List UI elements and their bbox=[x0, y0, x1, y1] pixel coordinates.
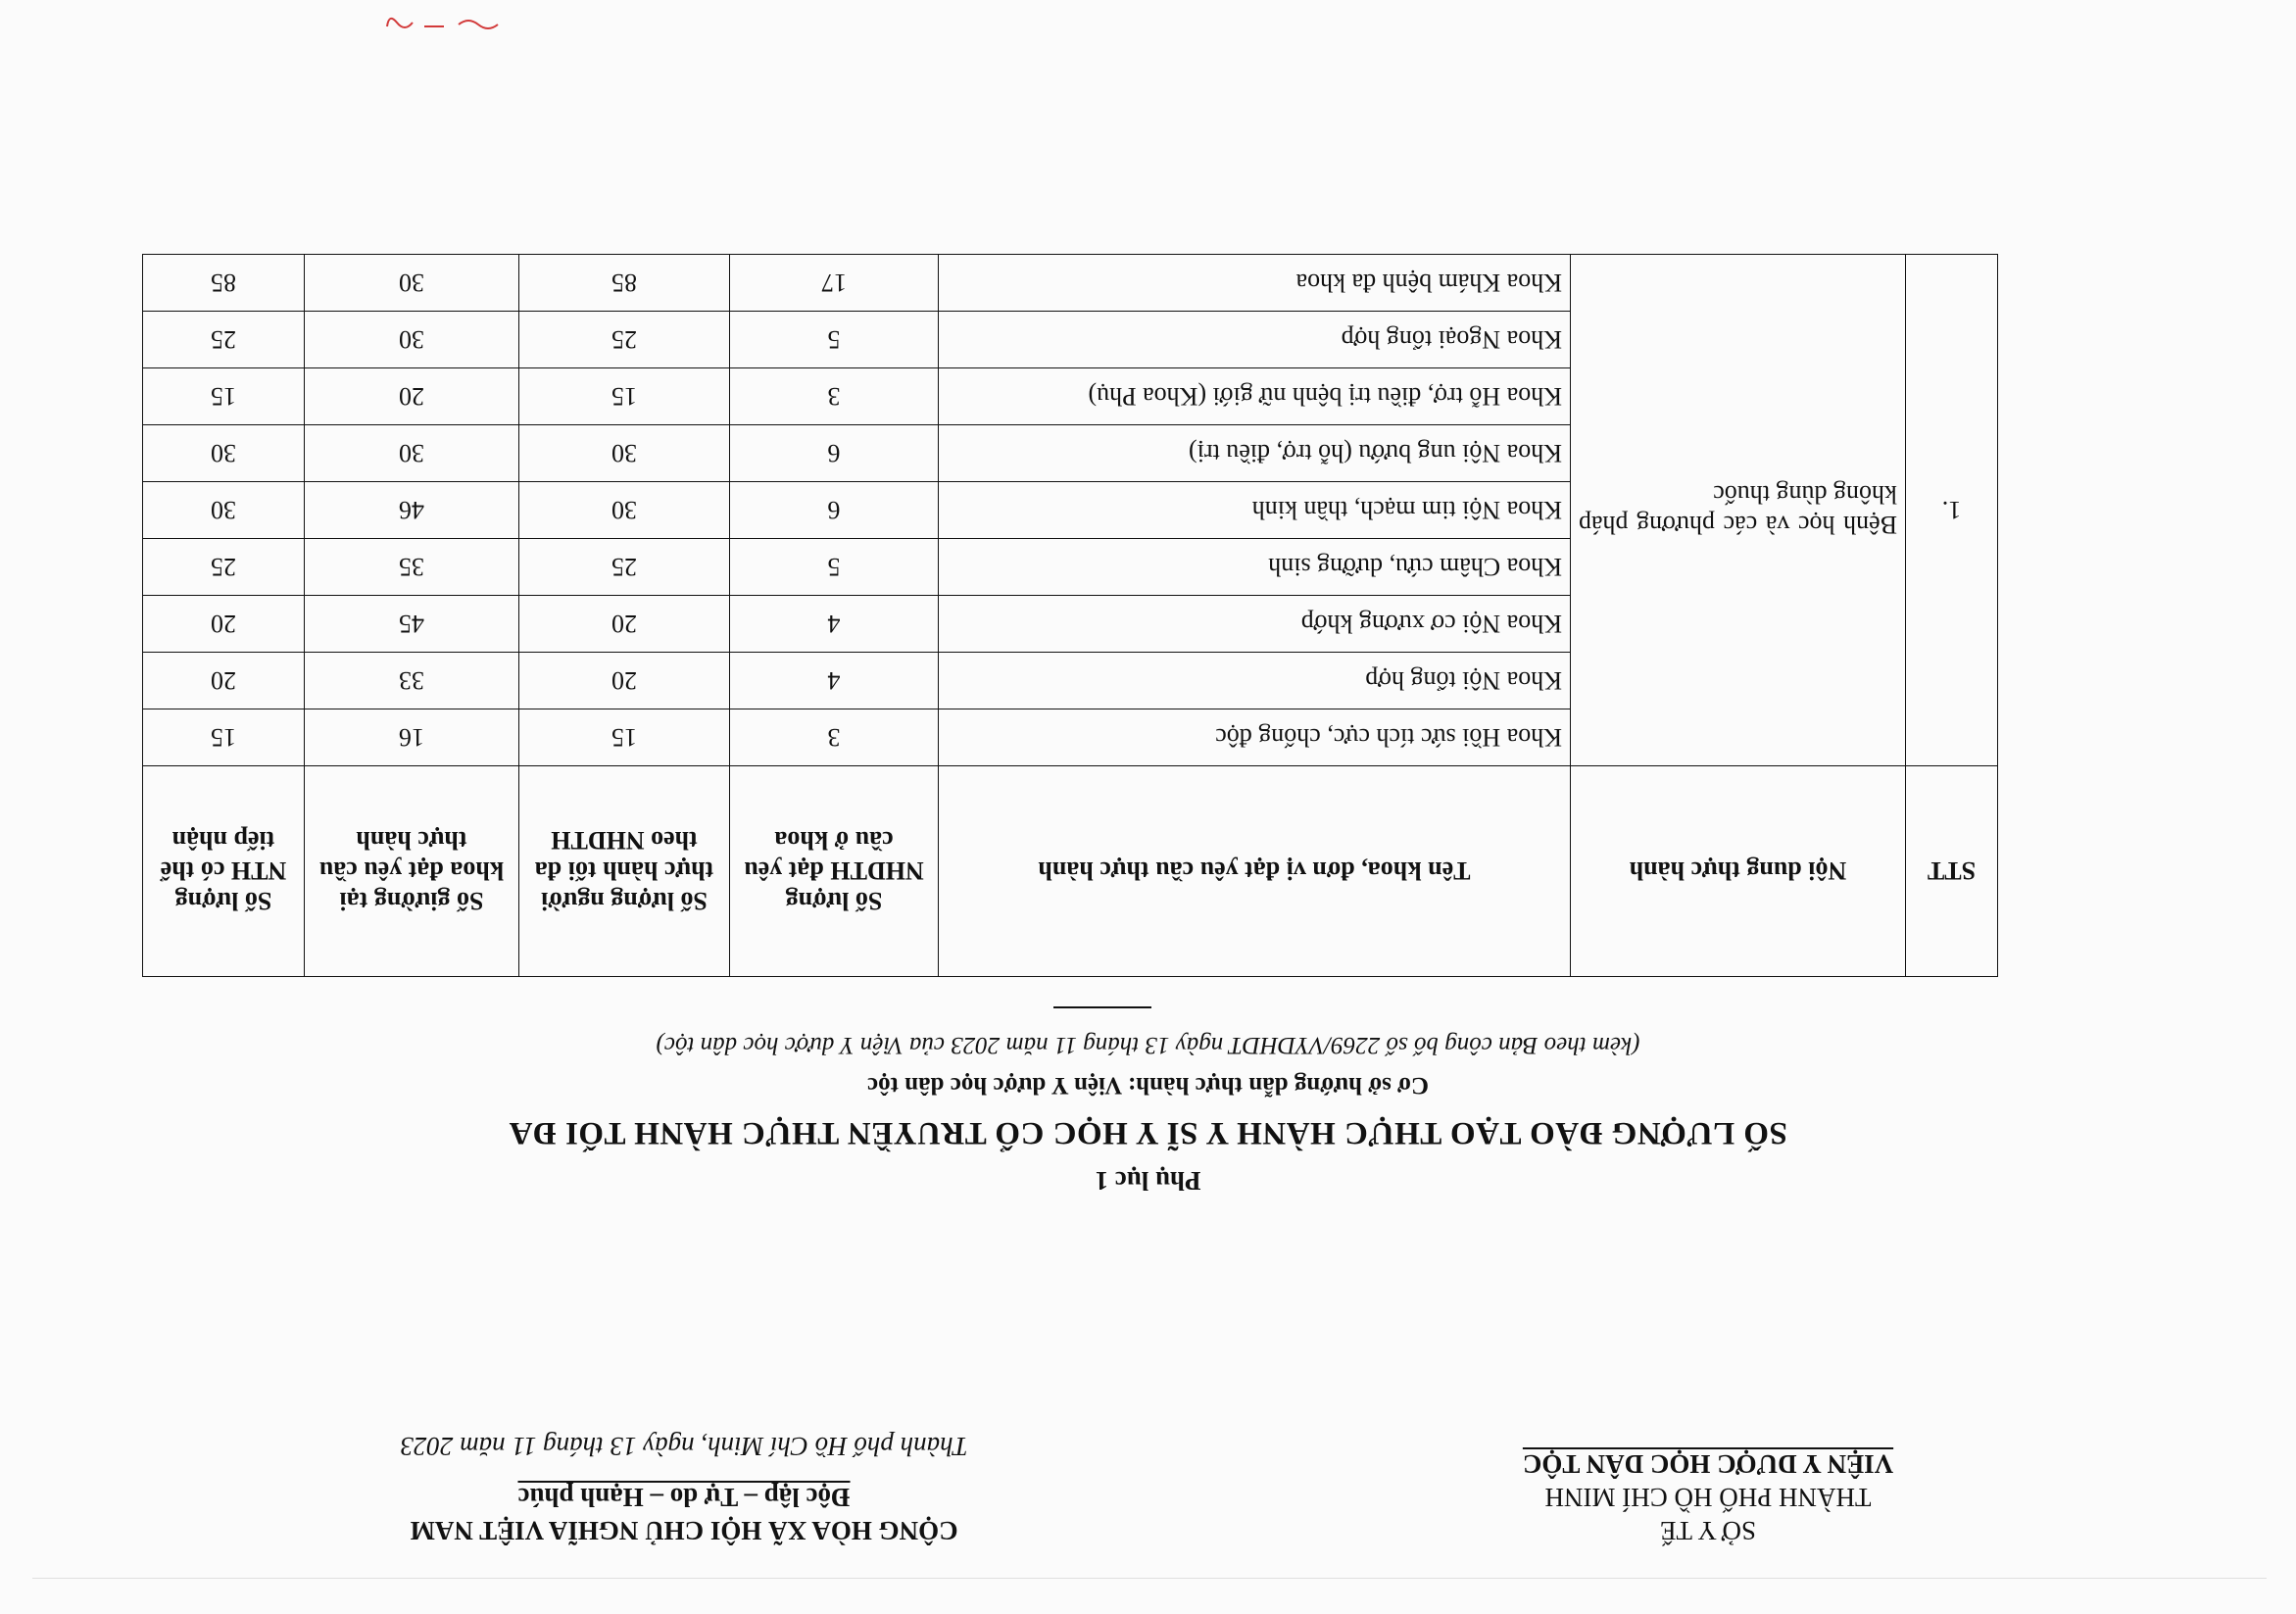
header-beds: Số giường tại khoa đạt yêu cầu thực hành bbox=[305, 766, 519, 977]
row-capacity: 30 bbox=[143, 425, 305, 482]
row-max: 20 bbox=[519, 596, 730, 653]
row-nhdth: 5 bbox=[730, 312, 939, 368]
table-row bbox=[143, 709, 1998, 766]
header-content: Nội dung thực hành bbox=[1571, 766, 1906, 977]
appendix-title: SỐ LƯỢNG ĐÀO TẠO THỰC HÀNH Y SĨ Y HỌC CỔ TRUYỀN THỰC HÀNH TỐI ĐA bbox=[509, 1115, 1787, 1150]
header-capacity: Số lượng NTH có thể tiếp nhận bbox=[143, 766, 305, 977]
row-nhdth: 3 bbox=[730, 368, 939, 425]
row-beds: 16 bbox=[305, 709, 519, 766]
row-dept: Khoa Nội cơ xương khớp bbox=[939, 596, 1571, 653]
row-dept: Khoa Nội tim mạch, thần kinh bbox=[939, 482, 1571, 539]
group-stt: 1. bbox=[1906, 255, 1998, 766]
row-max: 30 bbox=[519, 425, 730, 482]
row-max: 25 bbox=[519, 312, 730, 368]
page-fold-line bbox=[32, 1578, 2267, 1579]
row-beds: 35 bbox=[305, 539, 519, 596]
header-max-students: Số lượng người thực hành tối đa theo NHDTH bbox=[519, 766, 730, 977]
row-beds: 30 bbox=[305, 255, 519, 312]
row-dept: Khoa Hồi sức tích cực, chống độc bbox=[939, 709, 1571, 766]
row-capacity: 25 bbox=[143, 539, 305, 596]
issuer-block bbox=[1414, 1447, 2002, 1547]
row-beds: 46 bbox=[305, 482, 519, 539]
group-content: Bệnh học và các phương pháp không dùng thuốc bbox=[1571, 255, 1906, 766]
row-capacity: 15 bbox=[143, 368, 305, 425]
row-dept: Khoa Ngoại tổng hợp bbox=[939, 312, 1571, 368]
date-line: Thành phố Hồ Chí Minh, ngày 13 tháng 11 năm 2023 bbox=[400, 1432, 968, 1461]
divider-rule bbox=[1053, 1006, 1151, 1008]
row-beds: 30 bbox=[305, 312, 519, 368]
row-dept: Khoa Hỗ trợ, điều trị bệnh nữ giới (Khoa Phụ) bbox=[939, 368, 1571, 425]
row-dept: Khoa Nội tổng hợp bbox=[939, 653, 1571, 709]
handwritten-mark bbox=[385, 17, 503, 36]
row-max: 20 bbox=[519, 653, 730, 709]
row-capacity: 20 bbox=[143, 653, 305, 709]
row-nhdth: 6 bbox=[730, 482, 939, 539]
row-beds: 45 bbox=[305, 596, 519, 653]
row-nhdth: 6 bbox=[730, 425, 939, 482]
row-dept: Khoa Khám bệnh đa khoa bbox=[939, 255, 1571, 312]
row-beds: 33 bbox=[305, 653, 519, 709]
row-beds: 20 bbox=[305, 368, 519, 425]
training-capacity-table bbox=[142, 254, 1998, 977]
national-title: CỘNG HÒA XÃ HỘI CHỦ NGHĨA VIỆT NAM bbox=[410, 1516, 958, 1545]
issuer-name: VIỆN Y DƯỢC HỌC DÂN TỘC bbox=[1522, 1449, 1894, 1479]
row-max: 15 bbox=[519, 368, 730, 425]
header-stt: STT bbox=[1906, 766, 1998, 977]
row-nhdth: 17 bbox=[730, 255, 939, 312]
row-nhdth: 4 bbox=[730, 596, 939, 653]
header-nhdth: Số lượng NHDTH đạt yêu cầu ở khoa bbox=[730, 766, 939, 977]
facility-text: Cơ sở hướng dẫn thực hành: Viện Y dược học dân tộc bbox=[867, 1072, 1429, 1099]
row-max: 30 bbox=[519, 482, 730, 539]
row-capacity: 25 bbox=[143, 312, 305, 368]
facility-line bbox=[0, 1071, 2296, 1099]
row-nhdth: 5 bbox=[730, 539, 939, 596]
row-nhdth: 4 bbox=[730, 653, 939, 709]
row-capacity: 30 bbox=[143, 482, 305, 539]
row-beds: 30 bbox=[305, 425, 519, 482]
row-capacity: 85 bbox=[143, 255, 305, 312]
row-capacity: 20 bbox=[143, 596, 305, 653]
issuer-line-2: THÀNH PHỐ HỒ CHÍ MINH bbox=[1544, 1483, 1872, 1512]
attachment-note: (kèm theo Bản công bố số 2269/VYDHDT ngày 13 tháng 11 năm 2023 của Viện Y dược học dân tộc) bbox=[656, 1032, 1640, 1058]
national-motto-block bbox=[233, 1430, 1135, 1547]
motto: Độc lập – Tự do – Hạnh phúc bbox=[517, 1483, 851, 1512]
row-dept: Khoa Châm cứu, dưỡng sinh bbox=[939, 539, 1571, 596]
appendix-label: Phụ lục 1 bbox=[1095, 1166, 1201, 1196]
row-dept: Khoa Nội ung bướu (hỗ trợ, điều trị) bbox=[939, 425, 1571, 482]
header-department: Tên khoa, đơn vị đạt yêu cầu thực hành bbox=[939, 766, 1571, 977]
table-header-row bbox=[143, 766, 1998, 977]
row-capacity: 15 bbox=[143, 709, 305, 766]
row-max: 25 bbox=[519, 539, 730, 596]
row-nhdth: 3 bbox=[730, 709, 939, 766]
row-max: 15 bbox=[519, 709, 730, 766]
issuer-line-1: SỞ Y TẾ bbox=[1660, 1516, 1757, 1545]
row-max: 85 bbox=[519, 255, 730, 312]
